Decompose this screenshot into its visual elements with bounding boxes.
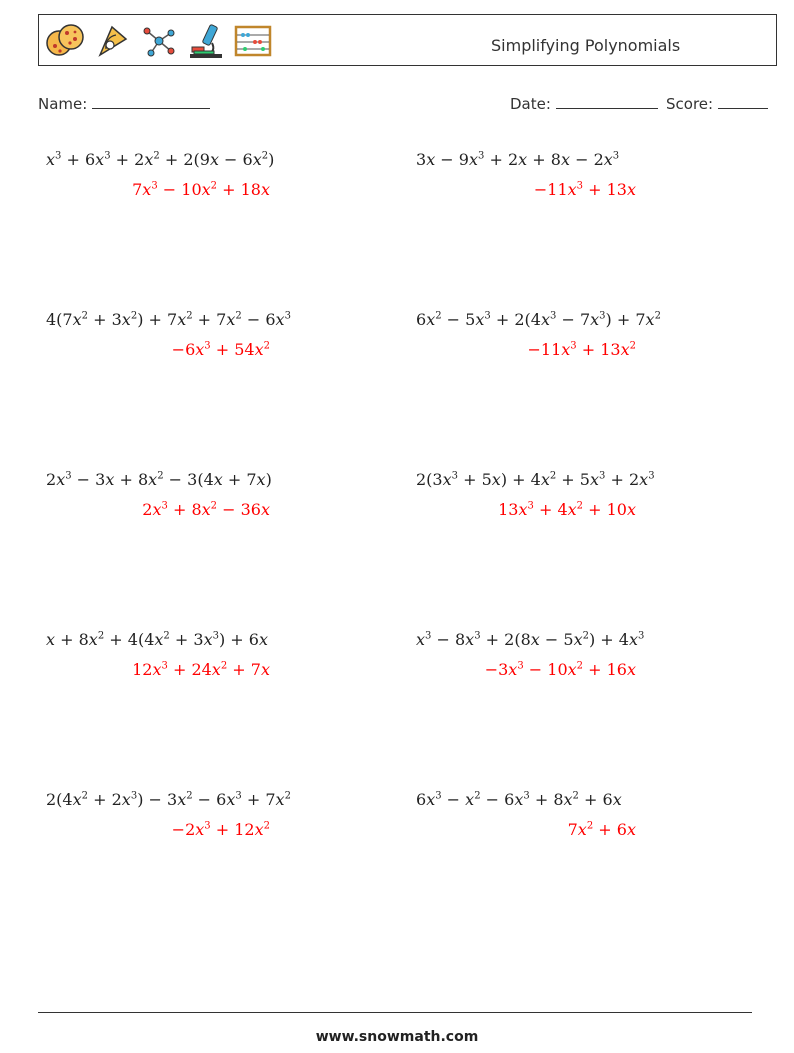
problem-answer: $12x^3 + 24x^2 + 7x$	[132, 660, 270, 679]
problem-question: $x^3 + 6x^3 + 2x^2 + 2(9x - 6x^2)$	[46, 150, 275, 169]
problem-answer: $2x^3 + 8x^2 - 36x$	[142, 500, 270, 519]
problem-answer: $7x^2 + 6x$	[567, 820, 636, 839]
score-label: Score:	[666, 95, 714, 113]
problem-question: $6x^3 - x^2 - 6x^3 + 8x^2 + 6x$	[416, 790, 622, 809]
problem-answer: $7x^3 - 10x^2 + 18x$	[132, 180, 270, 199]
abacus-icon	[233, 21, 273, 61]
header-icons	[45, 21, 273, 61]
molecule-icon	[139, 21, 179, 61]
problem-question: $3x - 9x^3 + 2x + 8x - 2x^3$	[416, 150, 620, 169]
problem-question: $2(3x^3 + 5x) + 4x^2 + 5x^3 + 2x^3$	[416, 470, 655, 489]
microscope-icon	[186, 21, 226, 61]
name-label: Name:	[38, 95, 88, 113]
date-field	[510, 94, 658, 113]
footer-site: www.snowmath.com	[315, 1029, 479, 1045]
date-label: Date:	[510, 95, 551, 113]
problem-question: $2x^3 - 3x + 8x^2 - 3(4x + 7x)$	[46, 470, 272, 489]
protractor-icon	[92, 21, 132, 61]
name-line	[92, 94, 210, 109]
problem-answer: $-11x^3 + 13x$	[533, 180, 636, 199]
name-field	[38, 94, 210, 113]
problem-question: $4(7x^2 + 3x^2) + 7x^2 + 7x^2 - 6x^3$	[46, 310, 291, 329]
problem-question: $6x^2 - 5x^3 + 2(4x^3 - 7x^3) + 7x^2$	[416, 310, 661, 329]
problem-question: $x + 8x^2 + 4(4x^2 + 3x^3) + 6x$	[46, 630, 268, 649]
score-line	[718, 94, 768, 109]
worksheet-header	[38, 14, 777, 66]
worksheet-title: Simplifying Polynomials	[491, 36, 681, 55]
problem-answer: $-6x^3 + 54x^2$	[171, 340, 270, 359]
score-field	[666, 94, 768, 113]
problem-answer: $-3x^3 - 10x^2 + 16x$	[484, 660, 636, 679]
problem-question: $2(4x^2 + 2x^3) - 3x^2 - 6x^3 + 7x^2$	[46, 790, 291, 809]
problem-question: $x^3 - 8x^3 + 2(8x - 5x^2) + 4x^3$	[416, 630, 645, 649]
problem-answer: $-11x^3 + 13x^2$	[527, 340, 636, 359]
cookies-icon	[45, 21, 85, 61]
problem-answer: $13x^3 + 4x^2 + 10x$	[498, 500, 636, 519]
footer-divider	[38, 1012, 752, 1013]
problem-answer: $-2x^3 + 12x^2$	[171, 820, 270, 839]
date-line	[556, 94, 658, 109]
